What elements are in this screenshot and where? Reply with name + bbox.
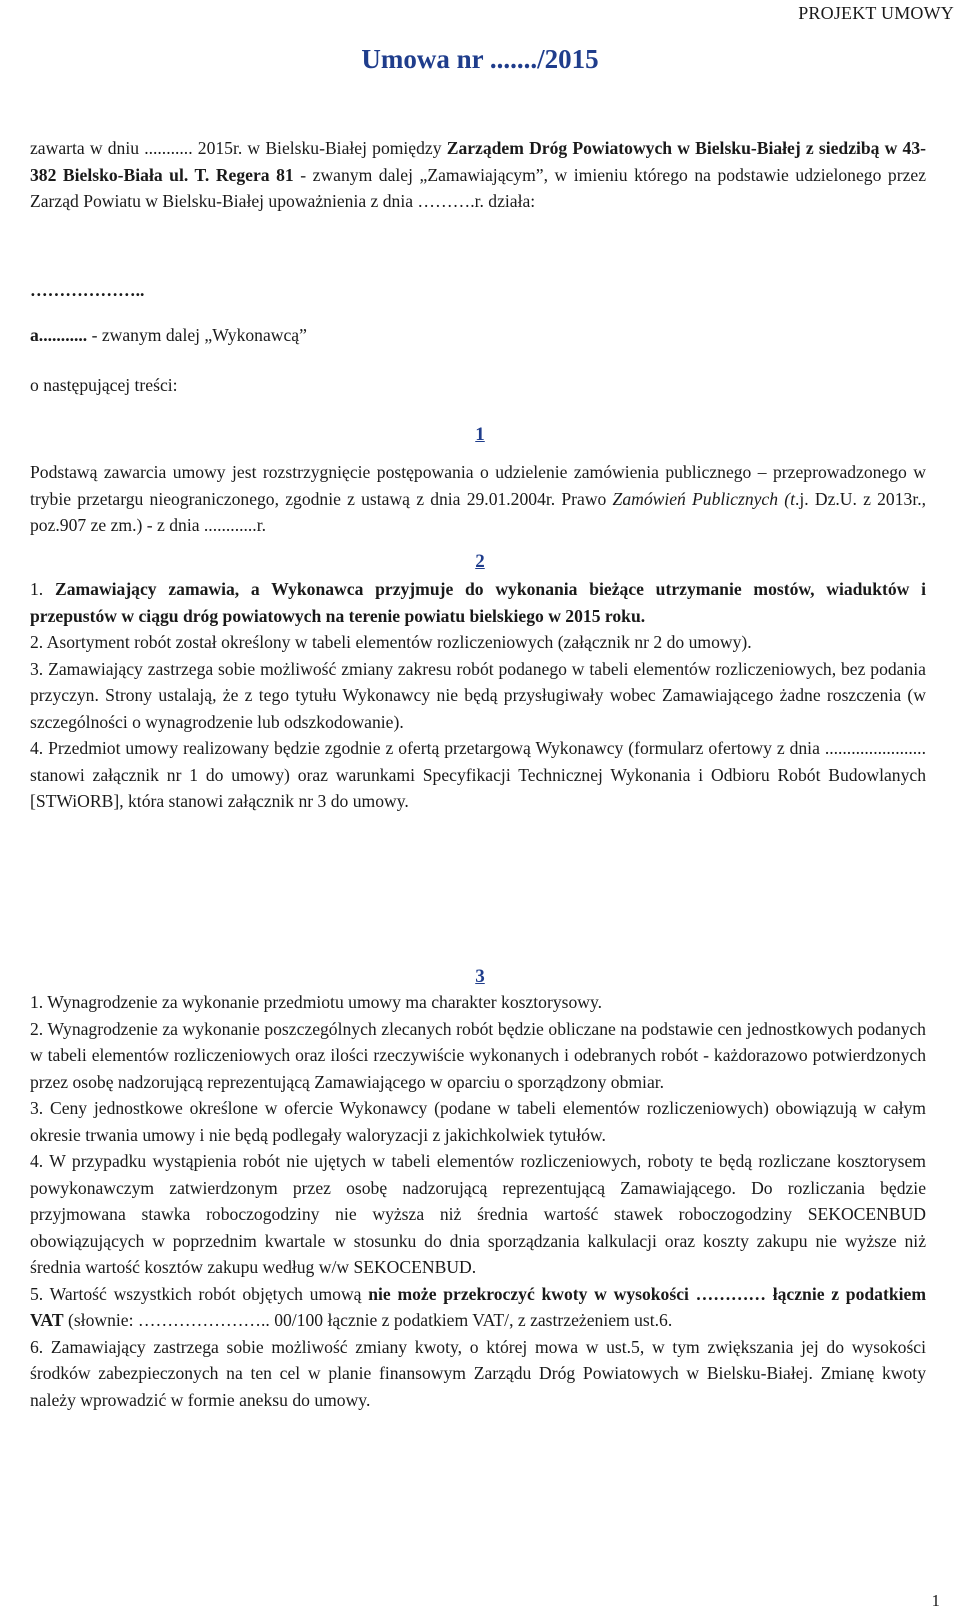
list-item bbox=[30, 1281, 926, 1334]
list-item bbox=[30, 989, 926, 1016]
intro-text-part: zawarta w dniu ........... 2015r. w Bielsku-Białej pomiędzy bbox=[30, 138, 447, 158]
item-number: 3. bbox=[30, 658, 44, 679]
signatory-placeholder: ……………….. bbox=[30, 280, 145, 300]
section-2-list bbox=[30, 576, 926, 815]
item-number: 1. bbox=[30, 992, 44, 1012]
item-text: W przypadku wystąpienia robót nie ujętych w tabeli elementów rozliczeniowych, roboty te będą rozliczane kosztorysem powykonawczym zatwierdzonym przez osobę nadzorującą reprezentującą Zamawiającego. Do rozliczania będzie przyjmowana stawka roboczogodziny nie wyższa niż średnia wartość stawek roboczogodziny SEKOCENBUD obowiązujących w poprzednim kwartale w stosunku do dnia sporządzania kalkulacji oraz koszty zakupu nie wyższe niż średnia wartość kosztów zakupu według w/w SEKOCENBUD. bbox=[30, 1151, 926, 1277]
item-number: 2. bbox=[30, 632, 44, 652]
intro-party-name: Zarządem Dróg Powiatowych w Bielsku-Białej z siedzibą w 43-382 Bielsko-Biała ul. T. Regera 81 bbox=[30, 138, 926, 185]
item-text: Zamawiający zamawia, a Wykonawca przyjmuje do wykonania bieżące utrzymanie mostów, wiaduktów i przepustów w ciągu dróg powiatowych na terenie powiatu bielskiego w 2015 roku. bbox=[30, 579, 926, 626]
item-text: Asortyment robót został określony w tabeli elementów rozliczeniowych (załącznik nr 2 do umowy). bbox=[46, 632, 752, 652]
item-text: (słownie: ………………….. 00/100 łącznie z podatkiem VAT/, z zastrzeżeniem ust.6. bbox=[63, 1310, 673, 1330]
section-heading bbox=[0, 422, 960, 449]
section-number: 1 bbox=[475, 424, 485, 445]
section-number: 2 bbox=[475, 551, 485, 572]
section-heading bbox=[0, 964, 960, 991]
list-item bbox=[30, 1148, 926, 1281]
section-text-italic: Zamówień Publicznych (t bbox=[612, 488, 795, 509]
item-number: 3. bbox=[30, 1098, 44, 1118]
item-text: Wynagrodzenie za wykonanie poszczególnych zlecanych robót będzie obliczane na podstawie cen jednostkowych podanych w tabeli elementów rozliczeniowych oraz ilości rzeczywiście wykonanych i odebranych robót - każdorazowo potwierdzonych przez osobę nadzorującą reprezentującą Zamawiającego w oparciu o sporządzony obmiar. bbox=[30, 1018, 926, 1092]
list-item bbox=[30, 656, 926, 736]
item-number: 5. bbox=[30, 1283, 44, 1304]
draft-label: PROJEKT UMOWY bbox=[798, 3, 954, 23]
list-item bbox=[30, 1334, 926, 1414]
contract-title: Umowa nr ......./2015 bbox=[361, 44, 599, 74]
item-text: Zamawiający zastrzega sobie możliwość zmiany zakresu robót podanego w tabeli elementów rozliczeniowych, bez podania przyczyn. Strony ustalają, że z tego tytułu Wykonawcy nie będą przysługiwały wobec Zamawiającego żadne roszczenia (w szczególności o wynagrodzenie lub odszkodowanie). bbox=[30, 658, 926, 732]
section-3-list bbox=[30, 989, 926, 1413]
section-number: 3 bbox=[475, 966, 485, 987]
item-text: Zamawiający zastrzega sobie możliwość zmiany kwoty, o której mowa w ust.5, w tym zwiększania jej do wysokości środków zabezpieczonych na ten cel w planie finansowym Zarządu Dróg Powiatowych w Bielsku-Białej. Zmianę kwoty należy wprowadzić w formie aneksu do umowy. bbox=[30, 1336, 926, 1410]
item-text: Przedmiot umowy realizowany będzie zgodnie z ofertą przetargową Wykonawcy (formularz ofertowy z dnia ....................... stanowi załącznik nr 1 do umowy) oraz warunkami Specyfikacji Technicznej Wykonania i Odbioru Robót Budowlanych [STWiORB], która stanowi załącznik nr 3 do umowy. bbox=[30, 738, 926, 811]
list-item bbox=[30, 1095, 926, 1148]
list-item bbox=[30, 735, 926, 815]
section-text: .j. Dz.U. z 2013r., poz.907 ze zm.) - z dnia ............r. bbox=[30, 488, 927, 535]
section-text: Podstawą zawarcia umowy jest rozstrzygnięcie postępowania o udzielenie zamówienia publicznego – przeprowadzonego w trybie przetargu nieograniczonego, zgodnie z ustawą z dnia 29.01.2004r. Prawo bbox=[30, 462, 926, 509]
item-text: Wynagrodzenie za wykonanie przedmiotu umowy ma charakter kosztorysowy. bbox=[47, 992, 603, 1012]
intro-paragraph bbox=[30, 135, 926, 215]
section-1-body bbox=[30, 459, 926, 539]
page-number: 1 bbox=[931, 1590, 940, 1610]
item-text-bold: nie może przekroczyć kwoty w wysokości ………… łącznie z podatkiem VAT bbox=[30, 1283, 926, 1330]
list-item bbox=[30, 1016, 926, 1096]
item-text: Wartość wszystkich robót objętych umową bbox=[49, 1283, 369, 1304]
item-number: 1. bbox=[30, 579, 44, 599]
item-number: 4. bbox=[30, 1151, 44, 1171]
item-text: Ceny jednostkowe określone w ofercie Wykonawcy (podane w tabeli elementów rozliczeniowych) obowiązują w całym okresie trwania umowy i nie będą podlegały waloryzacji z jakichkolwiek tytułów. bbox=[30, 1098, 926, 1145]
list-item bbox=[30, 629, 926, 656]
intro-text-part: - zwanym dalej „Zamawiającym”, w imieniu którego na podstawie udzielonego przez Zarząd Powiatu w Bielsku-Białej upoważnienia z dnia ……….r. działa: bbox=[30, 164, 927, 211]
item-number: 4. bbox=[30, 738, 44, 758]
item-number: 2. bbox=[30, 1018, 44, 1039]
section-heading bbox=[0, 549, 960, 576]
contractor-placeholder: a........... bbox=[30, 325, 88, 345]
item-number: 6. bbox=[30, 1336, 44, 1357]
list-item bbox=[30, 576, 926, 629]
contractor-line bbox=[30, 322, 307, 349]
contractor-text: - zwanym dalej „Wykonawcą” bbox=[87, 325, 307, 345]
following-text: o następującej treści: bbox=[30, 375, 178, 395]
